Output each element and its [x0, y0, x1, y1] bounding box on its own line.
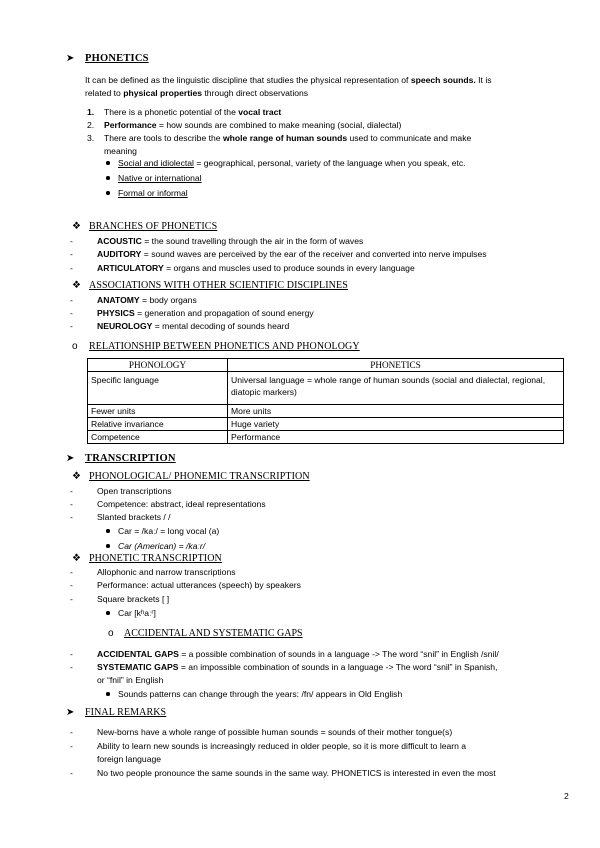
- phonological-item: Open transcriptions: [97, 486, 172, 496]
- phonological-sub-item: Car (American) = /kaːr/: [118, 541, 206, 551]
- dash-icon: -: [70, 486, 73, 496]
- dash-icon: -: [70, 594, 73, 604]
- arrow-icon: ➤: [66, 53, 75, 64]
- numbered-item-text: Performance = how sounds are combined to make meaning (social, dialectal): [104, 120, 402, 130]
- dash-icon: -: [70, 499, 73, 509]
- branch-item: ACOUSTIC = the sound travelling through the air in the form of waves: [97, 236, 364, 246]
- association-item: NEUROLOGY = mental decoding of sounds heard: [97, 321, 290, 331]
- transcription-heading: TRANSCRIPTION: [85, 453, 176, 464]
- column-header: PHONOLOGY: [88, 359, 228, 372]
- dash-icon: -: [70, 580, 73, 590]
- table-header-row: [88, 359, 564, 372]
- branch-item: AUDITORY = sound waves are perceived by the ear of the receiver and converted into nerve impulses: [97, 249, 487, 259]
- systematic-gaps-continuation: or “fnil” in English: [97, 675, 164, 685]
- branches-heading: BRANCHES OF PHONETICS: [89, 221, 218, 232]
- dash-icon: -: [70, 321, 73, 331]
- gaps-bullet-item: Sounds patterns can change through the years: /fn/ appears in Old English: [118, 689, 403, 699]
- final-item: No two people pronounce the same sounds in the same way. PHONETICS is interested in even the most: [97, 768, 496, 778]
- phonetic-item: Square brackets [ ]: [97, 594, 170, 604]
- bullet-item: Social and idiolectal = geographical, personal, variety of the language when you speak, etc.: [118, 158, 466, 168]
- bullet-icon: [106, 529, 110, 533]
- bullet-icon: [106, 191, 110, 195]
- phonetic-transcription-heading: PHONETIC TRANSCRIPTION: [89, 553, 222, 564]
- table-row: [88, 431, 564, 444]
- dash-icon: -: [70, 727, 73, 737]
- bullet-item: Formal or informal: [118, 188, 188, 198]
- circle-marker-icon: o: [108, 628, 114, 639]
- table-cell: More units: [228, 405, 564, 418]
- final-item: New-borns have a whole range of possible human sounds = sounds of their mother tongue(s): [97, 727, 453, 737]
- association-item: ANATOMY = body organs: [97, 295, 197, 305]
- circle-marker-icon: o: [72, 341, 78, 352]
- bullet-icon: [106, 544, 110, 548]
- table-row: [88, 405, 564, 418]
- phonological-sub-item: Car = /kaː/ = long vocal (a): [118, 526, 220, 536]
- diamond-icon: ❖: [72, 221, 81, 232]
- diamond-icon: ❖: [72, 280, 81, 291]
- dash-icon: -: [70, 662, 73, 672]
- table-cell: Specific language: [88, 372, 228, 405]
- association-item: PHYSICS = generation and propagation of sound energy: [97, 308, 314, 318]
- bullet-icon: [106, 176, 110, 180]
- table-row: [88, 372, 564, 405]
- associations-heading: ASSOCIATIONS WITH OTHER SCIENTIFIC DISCIPLINES: [89, 280, 348, 291]
- table-cell: Performance: [228, 431, 564, 444]
- phonetic-sub-item: Car [kʰaːʳ]: [118, 608, 156, 618]
- comparison-table: [87, 358, 564, 444]
- dash-icon: -: [70, 649, 73, 659]
- dash-icon: -: [70, 249, 73, 259]
- table-cell: Competence: [88, 431, 228, 444]
- diamond-icon: ❖: [72, 471, 81, 482]
- table-cell: Huge variety: [228, 418, 564, 431]
- relationship-heading: RELATIONSHIP BETWEEN PHONETICS AND PHONOLOGY: [89, 341, 360, 352]
- table-cell: Universal language = whole range of human sounds (social and dialectal, regional, diatopic markers): [228, 372, 564, 405]
- bullet-icon: [106, 692, 110, 696]
- phonetic-item: Performance: actual utterances (speech) by speakers: [97, 580, 301, 590]
- final-item: Ability to learn new sounds is increasingly reduced in older people, so it is more difficult to learn a: [97, 741, 467, 751]
- bullet-item: Native or international: [118, 173, 202, 183]
- dash-icon: -: [70, 295, 73, 305]
- dash-icon: -: [70, 263, 73, 273]
- dash-icon: -: [70, 236, 73, 246]
- final-item-continuation: foreign language: [97, 754, 162, 764]
- dash-icon: -: [70, 512, 73, 522]
- arrow-icon: ➤: [66, 707, 75, 718]
- gaps-heading: ACCIDENTAL AND SYSTEMATIC GAPS: [124, 628, 303, 639]
- numbered-item: 1.: [87, 107, 95, 117]
- table-row: [88, 418, 564, 431]
- phonological-item: Competence: abstract, ideal representations: [97, 499, 266, 509]
- phonological-transcription-heading: PHONOLOGICAL/ PHONEMIC TRANSCRIPTION: [89, 471, 310, 482]
- bullet-icon: [106, 611, 110, 615]
- phonetics-heading: PHONETICS: [85, 53, 149, 64]
- branch-item: ARTICULATORY = organs and muscles used to produce sounds in every language: [97, 263, 415, 273]
- dash-icon: -: [70, 567, 73, 577]
- phonological-item: Slanted brackets / /: [97, 512, 171, 522]
- dash-icon: -: [70, 741, 73, 751]
- table-cell: Fewer units: [88, 405, 228, 418]
- table-cell: Relative invariance: [88, 418, 228, 431]
- numbered-item-text: There is a phonetic potential of the vocal tract: [104, 107, 282, 117]
- dash-icon: -: [70, 768, 73, 778]
- bullet-icon: [106, 161, 110, 165]
- intro-line-1: It can be defined as the linguistic discipline that studies the physical representation of speech sounds. It is: [85, 75, 492, 85]
- dash-icon: -: [70, 308, 73, 318]
- final-remarks-heading: FINAL REMARKS: [85, 707, 167, 718]
- diamond-icon: ❖: [72, 553, 81, 564]
- numbered-item-text: There are tools to describe the whole range of human sounds used to communicate and make: [104, 133, 472, 143]
- column-header: PHONETICS: [228, 359, 564, 372]
- phonetic-item: Allophonic and narrow transcriptions: [97, 567, 236, 577]
- numbered-item: 2.: [87, 120, 95, 130]
- intro-line-2: related to physical properties through direct observations: [85, 88, 309, 98]
- numbered-item-continuation: meaning: [104, 146, 137, 156]
- accidental-gaps-item: ACCIDENTAL GAPS = a possible combination of sounds in a language -> The word “snil” in English /snil/: [97, 649, 499, 659]
- page-number: 2: [564, 791, 569, 801]
- systematic-gaps-item: SYSTEMATIC GAPS = an impossible combination of sounds in a language -> The word “snil” in Spanish,: [97, 662, 498, 672]
- numbered-item: 3.: [87, 133, 95, 143]
- arrow-icon: ➤: [66, 453, 75, 464]
